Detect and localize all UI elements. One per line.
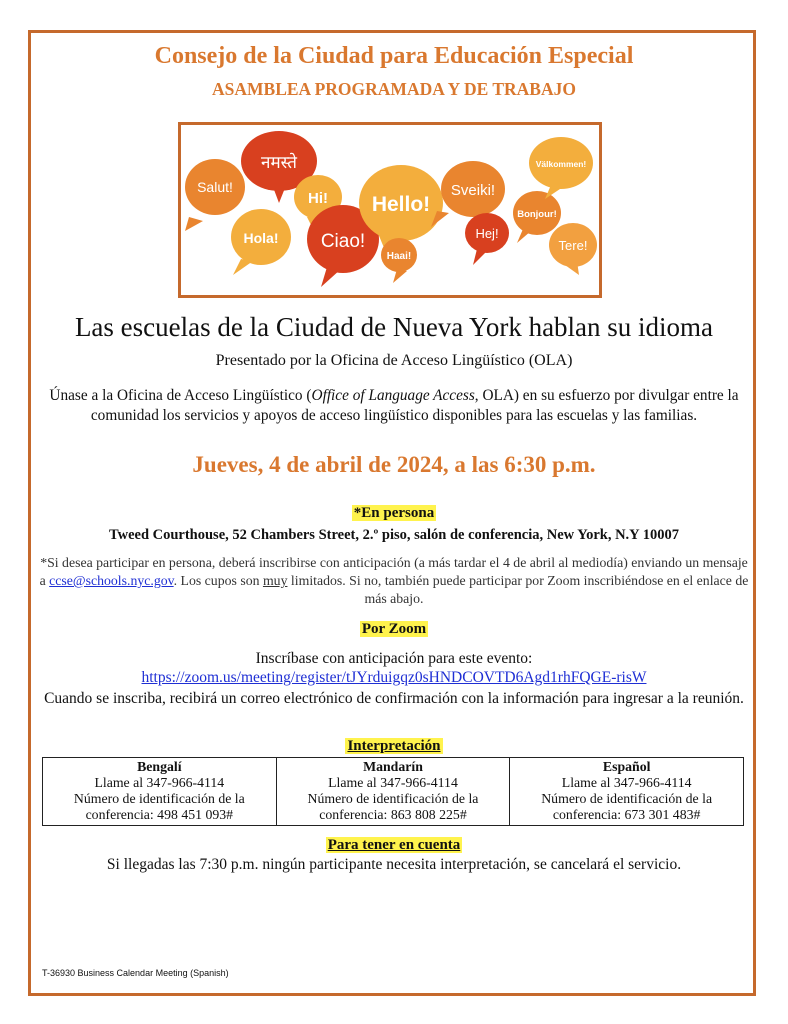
email-link[interactable]: ccse@schools.nyc.gov	[49, 573, 174, 588]
bubble-hola	[231, 209, 291, 275]
svg-text:Haai!: Haai!	[386, 251, 412, 262]
interpretation-heading: Interpretación	[347, 738, 441, 754]
in-person-note: *Si desea participar en persona, deberá inscribirse con anticipación (a más tardar el 4 de abril al mediodía) enviando un mensaje a ccse@schools.nyc.gov. Los cupos son muy limitados. Si no, también puede participar por Zoom inscribiéndose en el enlace de más abajo.	[39, 555, 749, 606]
meeting-subtitle: ASAMBLEA PROGRAMADA Y DE TRABAJO	[212, 79, 576, 99]
conference-id: conferencia: 498 451 093#	[85, 807, 234, 822]
conference-id-label: Número de identificación de la	[307, 791, 479, 806]
bubble-tere	[549, 223, 597, 275]
conference-id-label: Número de identificación de la	[73, 791, 245, 806]
dial-in-number: Llame al 347-966-4114	[94, 775, 225, 790]
intro-paragraph: Únase a la Oficina de Acceso Lingüístico (Office of Language Access, OLA) en su esfuerzo por divulgar entre la comunidad los servicios y apoyos de acceso lingüístico disponibles para las escuelas y las familias.	[49, 387, 739, 424]
svg-text:Bonjour!: Bonjour!	[517, 209, 557, 220]
presented-by: Presentado por la Oficina de Acceso Lingüístico (OLA)	[215, 352, 573, 369]
dial-in-number: Llame al 347-966-4114	[561, 775, 692, 790]
bubble-valkommen	[529, 137, 593, 199]
zoom-confirmation-text: Cuando se inscriba, recibirá un correo electrónico de confirmación con la información para ingresar a la reunión.	[44, 690, 744, 707]
svg-text:Hello!: Hello!	[371, 193, 431, 216]
keep-in-mind-text: Si llegadas las 7:30 p.m. ningún participante necesita interpretación, se cancelará el servicio.	[106, 856, 682, 873]
svg-text:Salut!: Salut!	[197, 179, 233, 195]
interpretation-table	[42, 757, 744, 826]
dial-in-number: Llame al 347-966-4114	[328, 775, 458, 790]
svg-text:Hi!: Hi!	[308, 190, 328, 207]
bubble-hej	[465, 213, 509, 265]
language-name: Bengalí	[137, 759, 182, 774]
svg-text:Hej!: Hej!	[475, 226, 499, 241]
zoom-registration-link[interactable]: https://zoom.us/meeting/register/tJYrduigqz0sHNDCOVTD6Agd1rhFQGE-risW	[141, 669, 647, 686]
greetings-banner	[178, 122, 602, 298]
keep-in-mind-heading: Para tener en cuenta	[327, 837, 461, 853]
bubble-salut	[185, 159, 245, 231]
svg-text:Hola!: Hola!	[243, 230, 279, 246]
conference-id: conferencia: 863 808 225#	[319, 807, 467, 822]
headline: Las escuelas de la Ciudad de Nueva York hablan su idioma	[74, 312, 714, 342]
in-person-heading: *En persona	[353, 505, 435, 521]
svg-text:नमस्ते: नमस्ते	[261, 153, 297, 173]
svg-text:Välkommen!: Välkommen!	[535, 159, 587, 169]
zoom-link-line	[0, 669, 788, 687]
event-date: Jueves, 4 de abril de 2024, a las 6:30 p.m.	[192, 452, 596, 477]
language-name: Español	[602, 759, 651, 774]
zoom-heading: Por Zoom	[361, 621, 427, 637]
interpretation-cell-bengali	[43, 758, 277, 826]
conference-id-label: Número de identificación de la	[541, 791, 713, 806]
venue-address: Tweed Courthouse, 52 Chambers Street, 2.º piso, salón de conferencia, New York, N.Y 10007	[109, 527, 679, 543]
bubble-haai	[381, 238, 417, 283]
council-title: Consejo de la Ciudad para Educación Especial	[154, 43, 634, 69]
svg-text:Tere!: Tere!	[558, 238, 588, 253]
conference-id: conferencia: 673 301 483#	[552, 807, 701, 822]
document-footer: T-36930 Business Calendar Meeting (Spanish)	[42, 968, 229, 978]
speech-bubbles-graphic	[181, 125, 599, 295]
svg-text:Sveiki!: Sveiki!	[450, 182, 496, 199]
language-name: Mandarín	[363, 759, 423, 774]
interpretation-cell-mandarin	[276, 758, 510, 826]
zoom-register-text: Inscríbase con anticipación para este evento:	[255, 650, 533, 667]
svg-text:Ciao!: Ciao!	[320, 231, 366, 252]
table-row	[43, 758, 744, 826]
interpretation-cell-spanish	[510, 758, 744, 826]
